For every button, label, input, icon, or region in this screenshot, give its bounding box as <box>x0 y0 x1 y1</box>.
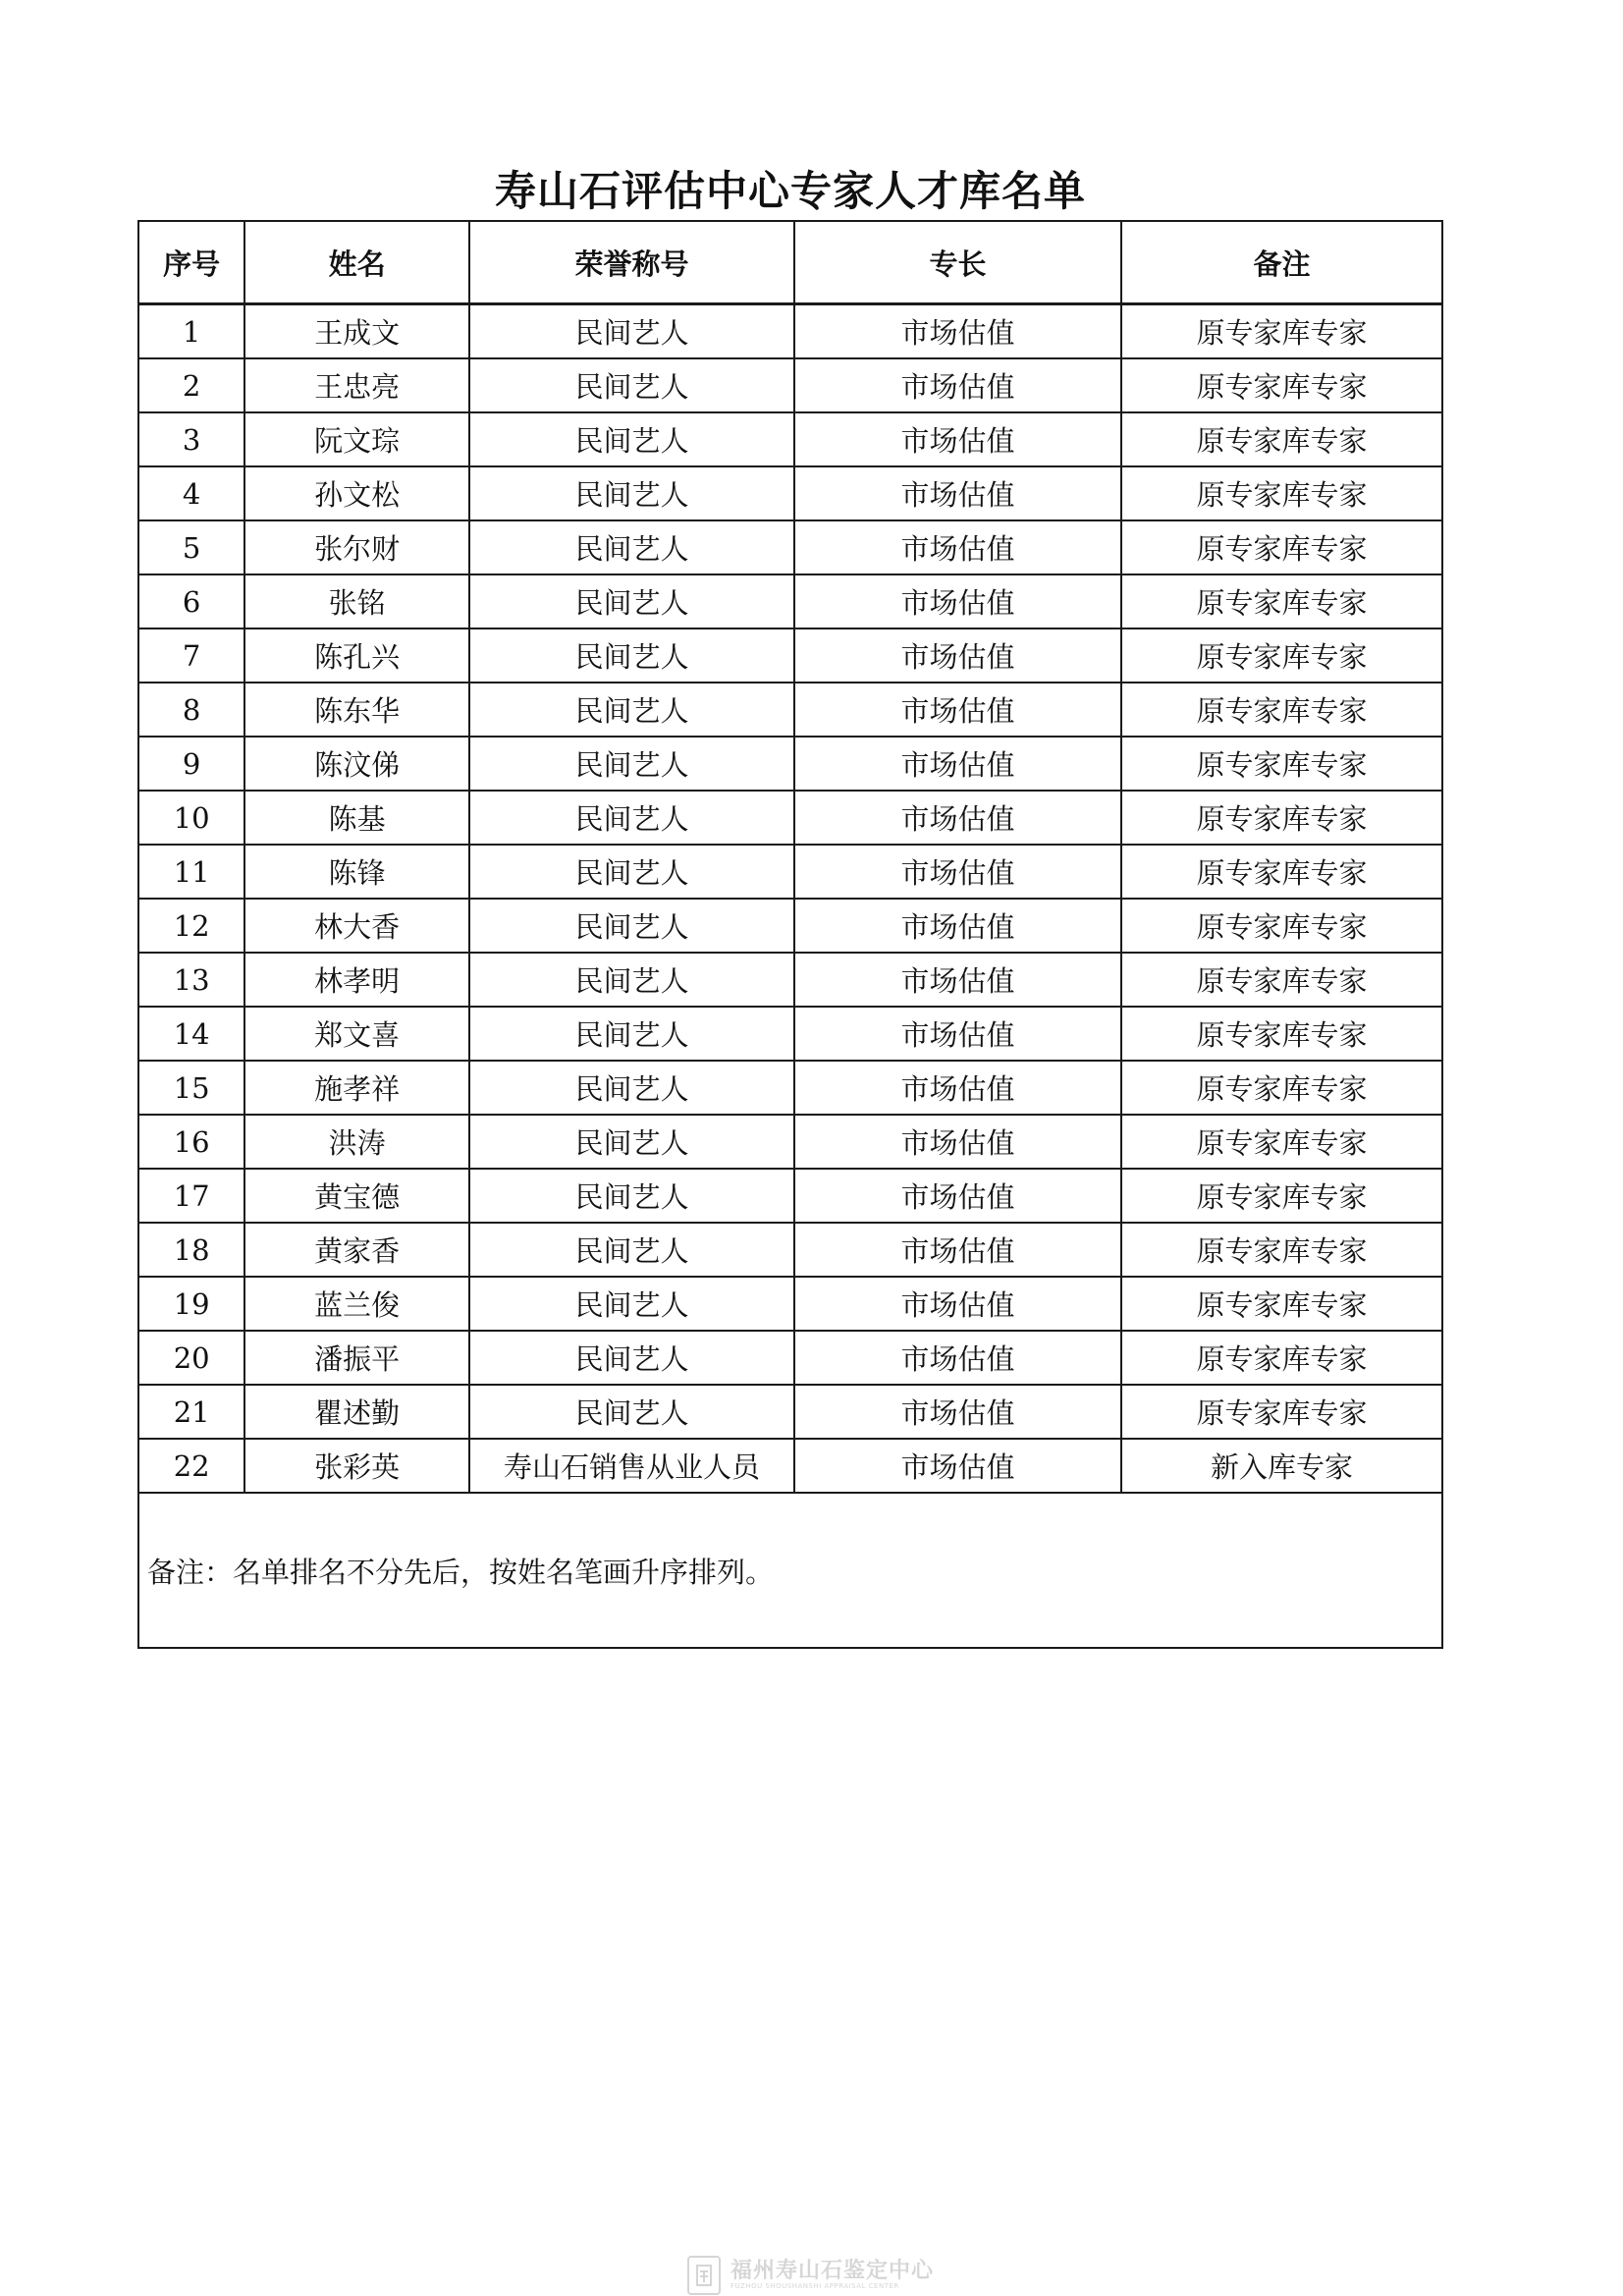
cell-no: 7 <box>138 629 244 683</box>
table-row <box>138 791 1442 845</box>
table-row <box>138 1007 1442 1061</box>
table-row <box>138 304 1442 359</box>
cell-specialty: 市场估值 <box>794 845 1121 899</box>
table-row <box>138 1169 1442 1223</box>
cell-no: 16 <box>138 1115 244 1169</box>
cell-specialty: 市场估值 <box>794 304 1121 359</box>
table-note-row <box>138 1493 1442 1648</box>
cell-honor: 民间艺人 <box>469 629 794 683</box>
cell-no: 21 <box>138 1385 244 1439</box>
table-row <box>138 629 1442 683</box>
cell-specialty: 市场估值 <box>794 1277 1121 1331</box>
cell-remark: 原专家库专家 <box>1121 737 1442 791</box>
cell-honor: 民间艺人 <box>469 1169 794 1223</box>
table-header-row <box>138 221 1442 304</box>
page-title: 寿山石评估中心专家人才库名单 <box>494 167 1086 215</box>
cell-name: 张彩英 <box>244 1439 469 1493</box>
header-honor: 荣誉称号 <box>469 221 794 304</box>
cell-specialty: 市场估值 <box>794 899 1121 953</box>
table-row <box>138 1115 1442 1169</box>
cell-specialty: 市场估值 <box>794 737 1121 791</box>
watermark <box>687 2255 934 2296</box>
cell-name: 洪涛 <box>244 1115 469 1169</box>
cell-specialty: 市场估值 <box>794 1115 1121 1169</box>
cell-name: 陈基 <box>244 791 469 845</box>
cell-name: 张铭 <box>244 574 469 629</box>
cell-honor: 民间艺人 <box>469 1277 794 1331</box>
cell-remark: 原专家库专家 <box>1121 358 1442 412</box>
cell-name: 陈汶俤 <box>244 737 469 791</box>
cell-honor: 民间艺人 <box>469 953 794 1007</box>
cell-no: 1 <box>138 304 244 359</box>
cell-remark: 原专家库专家 <box>1121 791 1442 845</box>
cell-no: 3 <box>138 412 244 466</box>
cell-remark: 原专家库专家 <box>1121 1277 1442 1331</box>
table-body <box>138 304 1442 1649</box>
table-row <box>138 520 1442 574</box>
cell-honor: 民间艺人 <box>469 845 794 899</box>
cell-remark: 原专家库专家 <box>1121 683 1442 737</box>
cell-specialty: 市场估值 <box>794 1439 1121 1493</box>
cell-specialty: 市场估值 <box>794 412 1121 466</box>
cell-no: 19 <box>138 1277 244 1331</box>
cell-name: 张尔财 <box>244 520 469 574</box>
cell-no: 14 <box>138 1007 244 1061</box>
cell-no: 22 <box>138 1439 244 1493</box>
cell-remark: 新入库专家 <box>1121 1439 1442 1493</box>
cell-specialty: 市场估值 <box>794 466 1121 520</box>
cell-specialty: 市场估值 <box>794 629 1121 683</box>
cell-remark: 原专家库专家 <box>1121 1061 1442 1115</box>
header-remark: 备注 <box>1121 221 1442 304</box>
header-specialty: 专长 <box>794 221 1121 304</box>
table-row <box>138 899 1442 953</box>
cell-no: 18 <box>138 1223 244 1277</box>
cell-remark: 原专家库专家 <box>1121 1223 1442 1277</box>
cell-name: 阮文琮 <box>244 412 469 466</box>
cell-honor: 民间艺人 <box>469 899 794 953</box>
cell-honor: 民间艺人 <box>469 412 794 466</box>
cell-name: 林孝明 <box>244 953 469 1007</box>
cell-no: 10 <box>138 791 244 845</box>
cell-name: 王忠亮 <box>244 358 469 412</box>
table-note: 备注：名单排名不分先后，按姓名笔画升序排列。 <box>138 1493 1442 1648</box>
table-row <box>138 412 1442 466</box>
cell-remark: 原专家库专家 <box>1121 1385 1442 1439</box>
table-row <box>138 1061 1442 1115</box>
cell-remark: 原专家库专家 <box>1121 1115 1442 1169</box>
table-row <box>138 737 1442 791</box>
cell-no: 15 <box>138 1061 244 1115</box>
cell-specialty: 市场估值 <box>794 358 1121 412</box>
cell-honor: 寿山石销售从业人员 <box>469 1439 794 1493</box>
cell-no: 9 <box>138 737 244 791</box>
cell-no: 12 <box>138 899 244 953</box>
table-row <box>138 1331 1442 1385</box>
table-row <box>138 683 1442 737</box>
cell-no: 20 <box>138 1331 244 1385</box>
cell-remark: 原专家库专家 <box>1121 899 1442 953</box>
table-row <box>138 1385 1442 1439</box>
watermark-text <box>730 2260 934 2291</box>
cell-name: 陈锋 <box>244 845 469 899</box>
cell-no: 6 <box>138 574 244 629</box>
cell-no: 2 <box>138 358 244 412</box>
cell-name: 施孝祥 <box>244 1061 469 1115</box>
cell-remark: 原专家库专家 <box>1121 1331 1442 1385</box>
cell-specialty: 市场估值 <box>794 1331 1121 1385</box>
cell-remark: 原专家库专家 <box>1121 574 1442 629</box>
cell-honor: 民间艺人 <box>469 358 794 412</box>
cell-honor: 民间艺人 <box>469 791 794 845</box>
cell-no: 11 <box>138 845 244 899</box>
table-row <box>138 845 1442 899</box>
cell-remark: 原专家库专家 <box>1121 1007 1442 1061</box>
watermark-text-cn: 福州寿山石鉴定中心 <box>730 2259 935 2284</box>
cell-no: 8 <box>138 683 244 737</box>
cell-no: 4 <box>138 466 244 520</box>
cell-honor: 民间艺人 <box>469 737 794 791</box>
cell-honor: 民间艺人 <box>469 520 794 574</box>
cell-honor: 民间艺人 <box>469 1331 794 1385</box>
cell-specialty: 市场估值 <box>794 791 1121 845</box>
cell-name: 陈孔兴 <box>244 629 469 683</box>
seal-logo-icon <box>687 2256 721 2295</box>
cell-remark: 原专家库专家 <box>1121 1169 1442 1223</box>
cell-honor: 民间艺人 <box>469 466 794 520</box>
cell-remark: 原专家库专家 <box>1121 953 1442 1007</box>
table-row <box>138 574 1442 629</box>
cell-specialty: 市场估值 <box>794 1385 1121 1439</box>
cell-honor: 民间艺人 <box>469 1115 794 1169</box>
cell-remark: 原专家库专家 <box>1121 845 1442 899</box>
cell-remark: 原专家库专家 <box>1121 304 1442 359</box>
cell-name: 林大香 <box>244 899 469 953</box>
cell-specialty: 市场估值 <box>794 1169 1121 1223</box>
cell-honor: 民间艺人 <box>469 304 794 359</box>
cell-name: 蓝兰俊 <box>244 1277 469 1331</box>
expert-roster-table <box>137 220 1443 1649</box>
cell-honor: 民间艺人 <box>469 1223 794 1277</box>
cell-honor: 民间艺人 <box>469 574 794 629</box>
cell-name: 孙文松 <box>244 466 469 520</box>
cell-specialty: 市场估值 <box>794 520 1121 574</box>
cell-specialty: 市场估值 <box>794 1007 1121 1061</box>
watermark-text-en: FUZHOU SHOUSHANSHI APPRAISAL CENTER <box>730 2282 899 2291</box>
table-row <box>138 1277 1442 1331</box>
cell-honor: 民间艺人 <box>469 1061 794 1115</box>
cell-specialty: 市场估值 <box>794 574 1121 629</box>
cell-specialty: 市场估值 <box>794 1061 1121 1115</box>
table-row <box>138 1439 1442 1493</box>
cell-remark: 原专家库专家 <box>1121 629 1442 683</box>
cell-honor: 民间艺人 <box>469 1007 794 1061</box>
seal-logo-icon-svg <box>694 2263 714 2288</box>
table-row <box>138 1223 1442 1277</box>
table-row <box>138 358 1442 412</box>
cell-specialty: 市场估值 <box>794 953 1121 1007</box>
cell-specialty: 市场估值 <box>794 683 1121 737</box>
cell-name: 黄家香 <box>244 1223 469 1277</box>
cell-no: 5 <box>138 520 244 574</box>
cell-specialty: 市场估值 <box>794 1223 1121 1277</box>
cell-name: 瞿述勤 <box>244 1385 469 1439</box>
cell-no: 17 <box>138 1169 244 1223</box>
header-no: 序号 <box>138 221 244 304</box>
cell-honor: 民间艺人 <box>469 683 794 737</box>
cell-name: 陈东华 <box>244 683 469 737</box>
cell-name: 王成文 <box>244 304 469 359</box>
cell-remark: 原专家库专家 <box>1121 466 1442 520</box>
cell-name: 郑文喜 <box>244 1007 469 1061</box>
cell-name: 黄宝德 <box>244 1169 469 1223</box>
table-row <box>138 953 1442 1007</box>
cell-no: 13 <box>138 953 244 1007</box>
cell-remark: 原专家库专家 <box>1121 412 1442 466</box>
cell-remark: 原专家库专家 <box>1121 520 1442 574</box>
header-name: 姓名 <box>244 221 469 304</box>
table-row <box>138 466 1442 520</box>
cell-honor: 民间艺人 <box>469 1385 794 1439</box>
cell-name: 潘振平 <box>244 1331 469 1385</box>
